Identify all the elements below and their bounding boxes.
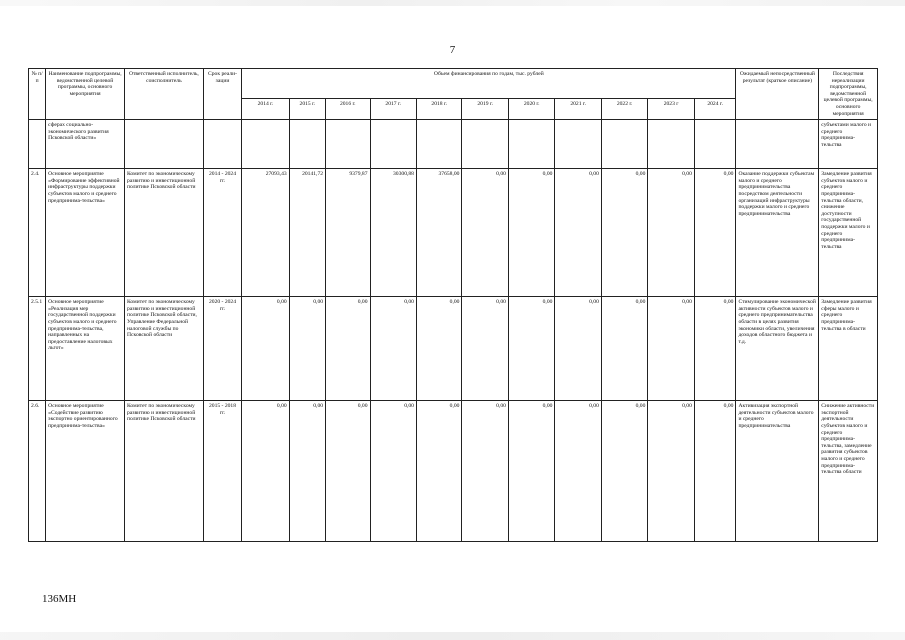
- row-number: 2.6.: [29, 401, 46, 542]
- row-value: 0,00: [242, 401, 289, 542]
- row-value: 30300,88: [370, 169, 416, 297]
- row-value: [508, 120, 554, 169]
- row-value: 0,00: [694, 169, 736, 297]
- row-responsible: [124, 120, 203, 169]
- row-value: [601, 120, 647, 169]
- table-row: [29, 401, 878, 542]
- row-value: [370, 120, 416, 169]
- year-header: 2016 г.: [326, 99, 370, 120]
- row-value: [289, 120, 325, 169]
- header-responsible: Ответственный исполнитель, соисполнитель: [124, 69, 203, 120]
- scan-artifact-top: [0, 0, 905, 6]
- year-header: 2017 г.: [370, 99, 416, 120]
- table-row: [29, 120, 878, 169]
- year-header: 2019 г.: [462, 99, 508, 120]
- row-value: 0,00: [601, 401, 647, 542]
- year-header: 2024 г.: [694, 99, 736, 120]
- row-consequences: Замедление развития сферы малого и среднего предпринима-тельства в области: [819, 297, 878, 401]
- row-value: 20141,72: [289, 169, 325, 297]
- row-value: 0,00: [508, 297, 554, 401]
- row-term: 2014 - 2024 гг.: [203, 169, 241, 297]
- row-value: 0,00: [601, 169, 647, 297]
- row-value: [462, 120, 508, 169]
- row-value: 0,00: [555, 401, 601, 542]
- year-header: 2021 г.: [555, 99, 601, 120]
- header-consequences: Последствия нереализации подпрограммы, ведомственной целевой программы, основного мероприятия: [819, 69, 878, 120]
- row-value: 0,00: [289, 297, 325, 401]
- row-value: 0,00: [462, 401, 508, 542]
- row-value: 0,00: [416, 401, 461, 542]
- header-financing: Объем финансирования по годам, тыс. рублей: [242, 69, 736, 99]
- row-term: [203, 120, 241, 169]
- table-row: [29, 297, 878, 401]
- header-name: Наименование подпрограммы, ведомственной целевой программы, основного мероприятия: [46, 69, 125, 120]
- row-result: Оказание поддержки субъектам малого и среднего предпринимательства посредством деятельности организаций инфраструктуры поддержки малого и среднего предпринимательства: [736, 169, 819, 297]
- year-header: 2022 г.: [601, 99, 647, 120]
- row-value: 0,00: [462, 297, 508, 401]
- row-value: 9379,87: [326, 169, 370, 297]
- row-value: [694, 120, 736, 169]
- page-number: 7: [449, 44, 456, 56]
- header-result: Ожидаемый непосредственный результат (краткое описание): [736, 69, 819, 120]
- row-value: 0,00: [370, 297, 416, 401]
- row-value: [326, 120, 370, 169]
- year-header: 2020 г.: [508, 99, 554, 120]
- row-value: 0,00: [242, 297, 289, 401]
- header-row: [29, 69, 878, 99]
- year-header: 2018 г.: [416, 99, 461, 120]
- row-value: 0,00: [416, 297, 461, 401]
- row-value: 0,00: [648, 169, 694, 297]
- row-value: 0,00: [289, 401, 325, 542]
- row-result: Активизация экспортной деятельности субъектов малого и среднего предпринимательства: [736, 401, 819, 542]
- row-value: 0,00: [508, 401, 554, 542]
- row-value: 0,00: [326, 401, 370, 542]
- row-consequences: субъектами малого и среднего предпринима-тельства: [819, 120, 878, 169]
- row-value: 0,00: [601, 297, 647, 401]
- row-result: [736, 120, 819, 169]
- row-value: 0,00: [370, 401, 416, 542]
- row-name: сферах социально-экономического развития Псковской области»: [46, 120, 125, 169]
- row-term: 2020 - 2024 гг.: [203, 297, 241, 401]
- row-value: [416, 120, 461, 169]
- row-number: 2.5.1: [29, 297, 46, 401]
- row-number: 2.4.: [29, 169, 46, 297]
- year-header: 2015 г.: [289, 99, 325, 120]
- row-consequences: Замедление развития субъектов малого и среднего предпринима-тельства области, снижение доступности государственной поддержки малого и среднего предпринима-тельства: [819, 169, 878, 297]
- row-name: Основное мероприятие «Содействие развитию экспортно ориентированного предпринима-тельства»: [46, 401, 125, 542]
- row-name: Основное мероприятие «Формирование эффективной инфраструктуры поддержки субъектов малого и среднего предпринима-тельства»: [46, 169, 125, 297]
- row-number: [29, 120, 46, 169]
- row-value: 0,00: [555, 297, 601, 401]
- row-responsible: Комитет по экономическому развитию и инвестиционной политике Псковской области: [124, 169, 203, 297]
- year-header: 2023 г: [648, 99, 694, 120]
- row-value: 0,00: [462, 169, 508, 297]
- row-value: [648, 120, 694, 169]
- header-term: Срок реали-зации: [203, 69, 241, 120]
- row-value: 0,00: [694, 401, 736, 542]
- row-responsible: Комитет по экономическому развитию и инвестиционной политике Псковской области, Управление Федеральной налоговой службы по Псковской области: [124, 297, 203, 401]
- row-consequences: Снижение активности экспортной деятельности субъектов малого и среднего предпринима-тельства, замедление развития субъектов малого и среднего предпринима-тельства области: [819, 401, 878, 542]
- financing-table: [28, 68, 878, 542]
- row-value: 0,00: [326, 297, 370, 401]
- header-number: № п/п: [29, 69, 46, 120]
- table-row: [29, 169, 878, 297]
- row-value: 0,00: [694, 297, 736, 401]
- row-value: 0,00: [648, 297, 694, 401]
- row-value: 0,00: [555, 169, 601, 297]
- year-header: 2014 г.: [242, 99, 289, 120]
- row-name: Основное мероприятие «Реализация мер государственной поддержки субъектов малого и среднего предпринима-тельства, направленных на предоставление налоговых льгот»: [46, 297, 125, 401]
- row-value: 0,00: [508, 169, 554, 297]
- row-term: 2015 - 2018 гг.: [203, 401, 241, 542]
- scan-artifact-bottom: [0, 632, 905, 640]
- row-value: 0,00: [648, 401, 694, 542]
- document-code: 136МН: [42, 593, 77, 605]
- row-value: 37658,00: [416, 169, 461, 297]
- row-value: [555, 120, 601, 169]
- row-value: [242, 120, 289, 169]
- row-value: 27093,43: [242, 169, 289, 297]
- row-responsible: Комитет по экономическому развитию и инвестиционной политике Псковской области: [124, 401, 203, 542]
- row-result: Стимулирование экономической активности субъектов малого и среднего предпринимательства области в целях развития экономики области, увеличения доходов областного бюджета и т.д.: [736, 297, 819, 401]
